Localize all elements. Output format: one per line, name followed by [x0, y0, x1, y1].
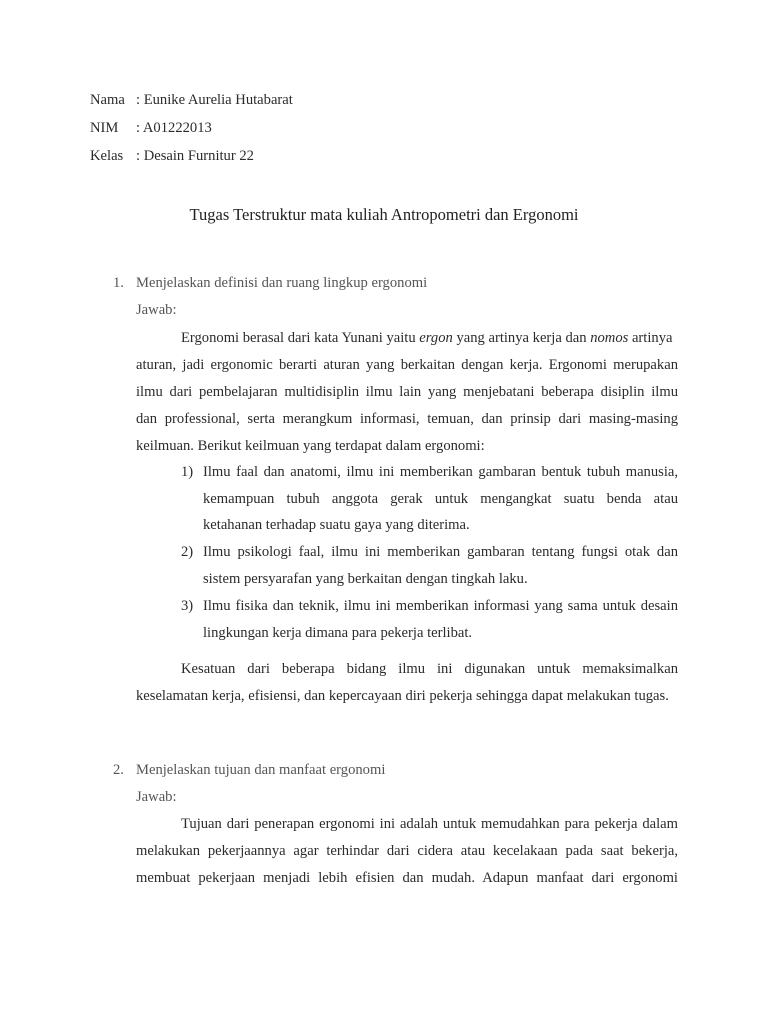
section-1-heading: Menjelaskan definisi dan ruang lingkup ergonomi: [136, 275, 428, 291]
paragraph-line: melakukan pekerjaannya agar terhindar dari cidera atau kecelakaan pada saat bekerja,: [136, 843, 678, 859]
paragraph-line: Tujuan dari penerapan ergonomi ini adalah untuk memudahkan para pekerja dalam: [181, 816, 678, 832]
paragraph-line: membuat pekerjaan menjadi lebih efisien dan mudah. Adapun manfaat dari ergonomi: [136, 870, 678, 886]
section-2-heading: Menjelaskan tujuan dan manfaat ergonomi: [136, 762, 386, 778]
nim-value: : A01222013: [136, 120, 212, 136]
section-2-jawab: Jawab:: [136, 789, 177, 805]
list-item-line: lingkungan kerja dimana para pekerja terlibat.: [203, 625, 473, 641]
name-label: Nama: [90, 92, 125, 108]
list-number: 1): [181, 464, 194, 480]
list-item-line: Ilmu faal dan anatomi, ilmu ini memberikan gambaran bentuk tubuh manusia,: [203, 464, 678, 480]
paragraph-line: keilmuan. Berikut keilmuan yang terdapat dalam ergonomi:: [136, 438, 485, 454]
paragraph-line: dan professional, serta merangkum informasi, temuan, dan prinsip dari masing-masing: [136, 411, 678, 427]
nim-label: NIM: [90, 120, 119, 136]
list-number: 3): [181, 598, 194, 614]
paragraph-line: ilmu dari pembelajaran multidisiplin ilmu lain yang menjebatani beberapa disiplin ilmu: [136, 384, 678, 400]
list-number: 2): [181, 544, 194, 560]
paragraph-line: keselamatan kerja, efisiensi, dan kepercayaan diri pekerja sehingga dapat melakukan tugas.: [136, 688, 669, 704]
paragraph-line: Ergonomi berasal dari kata Yunani yaitu ergon yang artinya kerja dan nomos artinya: [181, 330, 673, 346]
list-item-line: sistem persyarafan yang berkaitan dengan tingkah laku.: [203, 571, 528, 587]
list-item-line: ketahanan terhadap suatu gaya yang diterima.: [203, 517, 470, 533]
document-title: Tugas Terstruktur mata kuliah Antropometri dan Ergonomi: [189, 205, 579, 224]
section-1-jawab: Jawab:: [136, 302, 177, 318]
paragraph-line: aturan, jadi ergonomic berarti aturan yang berkaitan dengan kerja. Ergonomi merupakan: [136, 357, 678, 373]
list-item-line: kemampuan tubuh anggota gerak untuk mengangkat suatu benda atau: [203, 491, 678, 507]
name-value: : Eunike Aurelia Hutabarat: [136, 92, 293, 108]
section-1-number: 1.: [113, 275, 124, 291]
paragraph-line: Kesatuan dari beberapa bidang ilmu ini digunakan untuk memaksimalkan: [181, 661, 678, 677]
section-2-number: 2.: [113, 762, 124, 778]
kelas-label: Kelas: [90, 148, 124, 164]
term-ergon: ergon: [419, 330, 453, 346]
term-nomos: nomos: [590, 330, 629, 346]
list-item-line: Ilmu psikologi faal, ilmu ini memberikan gambaran tentang fungsi otak dan: [203, 544, 678, 560]
list-item-line: Ilmu fisika dan teknik, ilmu ini memberikan informasi yang sama untuk desain: [203, 598, 678, 614]
kelas-value: : Desain Furnitur 22: [136, 148, 254, 164]
